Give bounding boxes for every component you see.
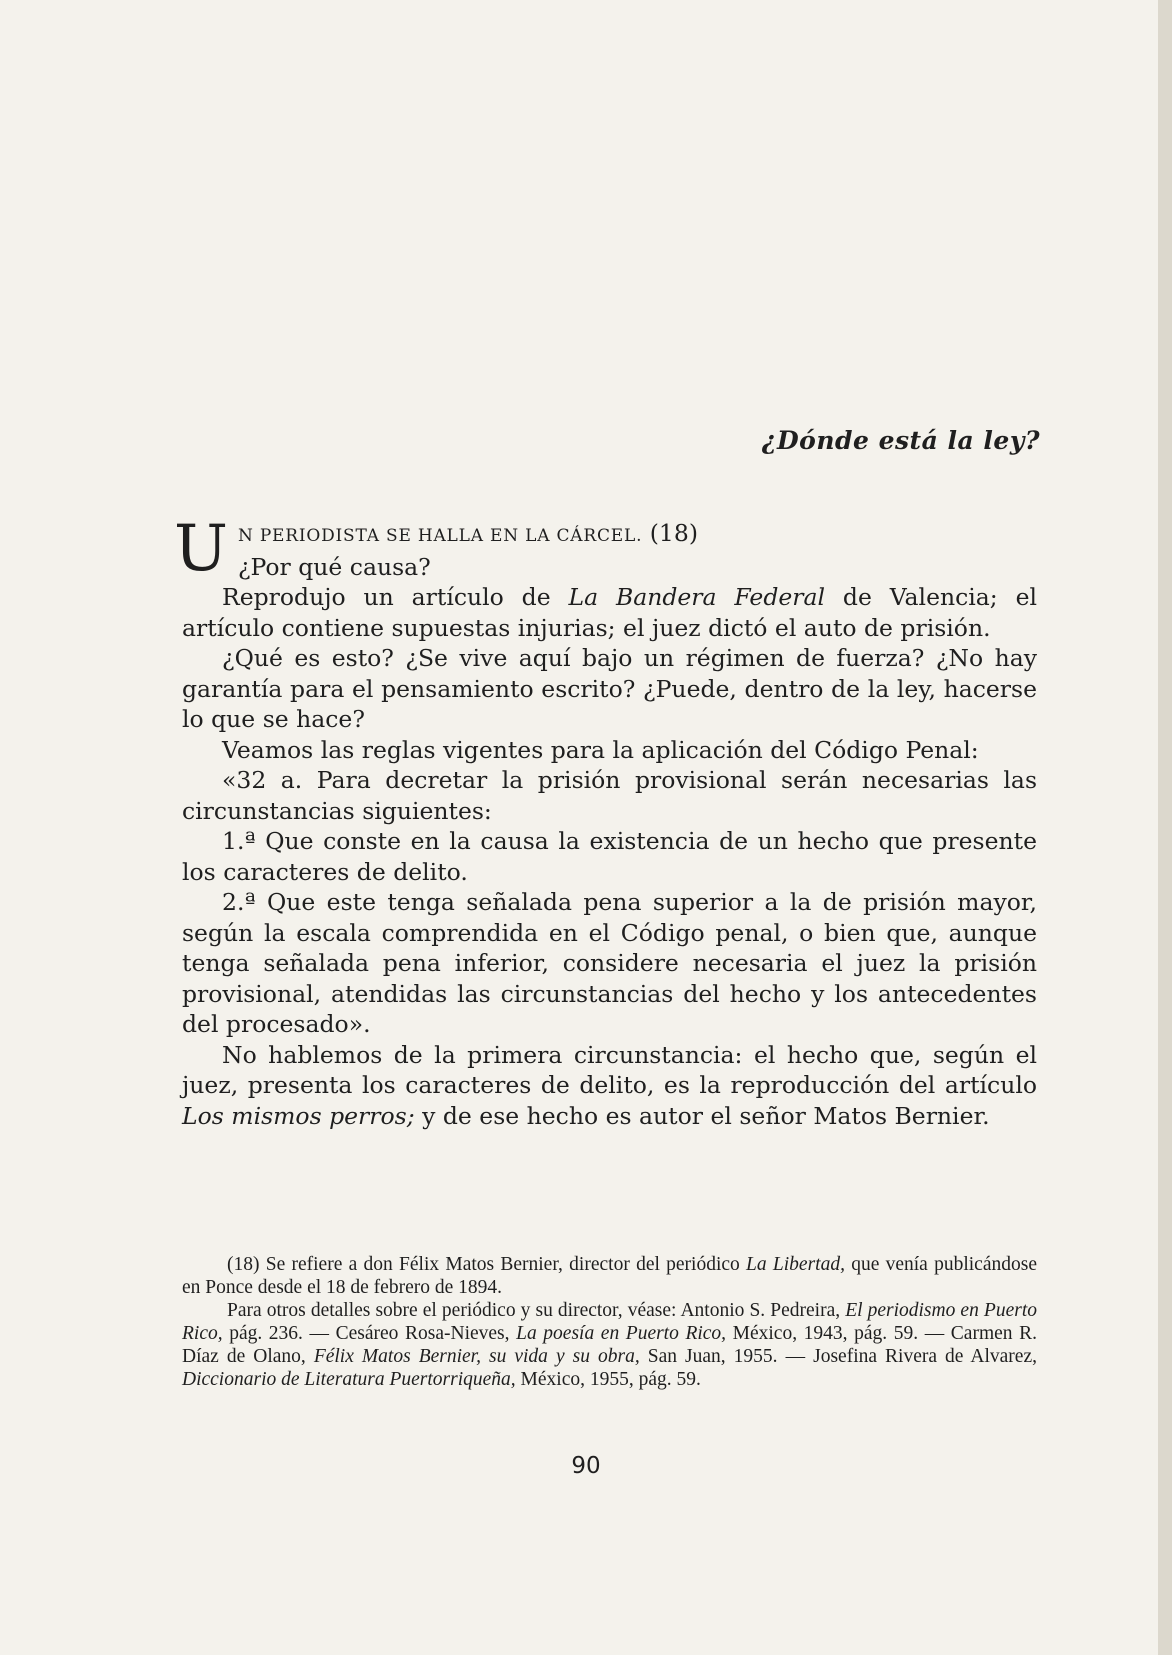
quote-item-2: 2.ª Que este tenga señalada pena superior a la de prisión mayor, según la escala comprendida en el Código penal, o bien que, aunque tenga señalada pena inferior, considere necesaria el juez la prisión provisional, atendidas las circunstancias del hecho y los antecedentes del procesado». [182,888,1037,1038]
paragraph-1: ¿Por qué causa? [237,552,431,581]
quote-article-32: «32 a. Para decretar la prisión provisional serán necesarias las circunstancias siguientes: [182,766,1037,825]
newspaper-title: La Bandera Federal [568,583,826,611]
quote-item-1: 1.ª Que conste en la causa la existencia de un hecho que presente los caracteres de delito. [182,827,1037,886]
article-title: Los mismos perros; [182,1101,415,1130]
footnote-18: (18) Se refiere a don Félix Matos Bernier, director del periódico La Libertad, que venía publicándose en Ponce desde el 18 de febrero de 1894. [182,1254,1037,1298]
opening-smallcaps: N PERIODISTA SE HALLA EN LA CÁRCEL. [237,526,643,546]
paragraph-4: Veamos las reglas vigentes para la aplicación del Código Penal: [222,735,979,764]
paragraph-8: No hablemos de la primera circunstancia: el hecho que, según el juez, presenta los caracteres de delito, es la reproducción del artículo Los mismos perros; y de ese hecho es autor el señor Matos Bernier. [182,1040,1037,1130]
chapter-title: ¿Dónde está la ley? [761,426,1040,455]
footnote-references: Para otros detalles sobre el periódico y su director, véase: Antonio S. Pedreira, El periodismo en Puerto Rico, pág. 236. — Cesáreo Rosa-Nieves, La poesía en Puerto Rico, México, 1943, pág. 59. — Carmen R. Díaz de Olano, Félix Matos Bernier, su vida y su obra, San Juan, 1955. — Josefina Rivera de Alvarez, Diccionario de Literatura Puertorriqueña, México, 1955, pág. 59. [182,1300,1037,1390]
opening-paragraph [174,512,1037,586]
drop-cap: U [174,512,228,586]
footnote-reference: (18) [649,519,699,547]
page-number: 90 [571,1453,601,1479]
paragraph-3: ¿Qué es esto? ¿Se vive aquí bajo un régimen de fuerza? ¿No hay garantía para el pensamiento escrito? ¿Puede, dentro de la ley, hacerse lo que se hace? [182,644,1037,733]
footnotes [182,1253,1037,1391]
main-text [174,512,1038,1131]
paragraph-2: Reprodujo un artículo de La Bandera Federal de Valencia; el artículo contiene supuestas injurias; el juez dictó el auto de prisión. [182,583,1038,642]
